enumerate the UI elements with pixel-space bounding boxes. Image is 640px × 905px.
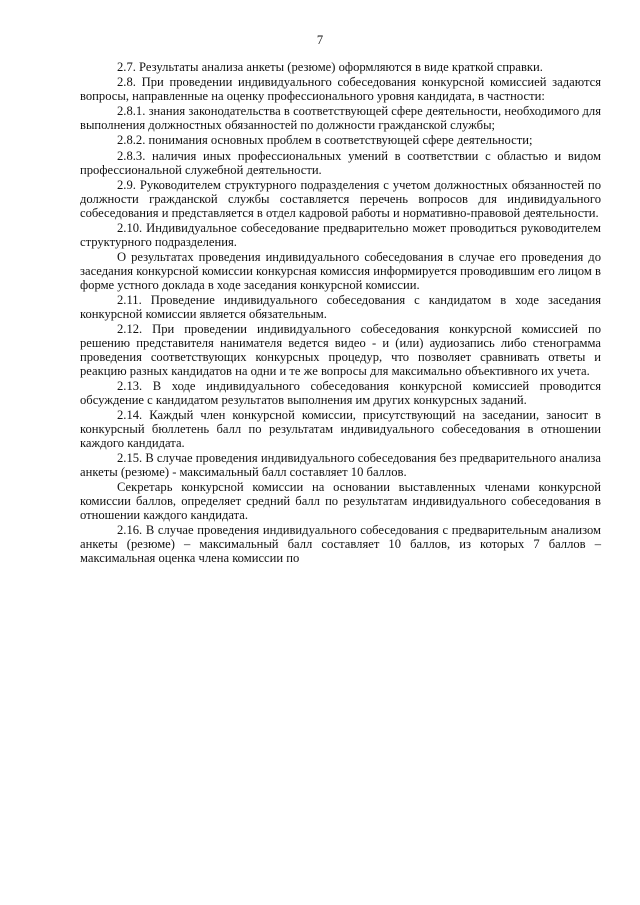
paragraph-2-8: 2.8. При проведении индивидуального собеседования конкурсной комиссией задаются вопросы, направленные на оценку профессионального уровня кандидата, в частности: bbox=[80, 75, 601, 104]
paragraph-2-10-results: О результатах проведения индивидуального собеседования в случае его проведения до заседания конкурсной комиссии конкурсная комиссия информируется проводившим его лицом в форме устного доклада в ходе заседания конкурсной комиссии. bbox=[80, 249, 601, 292]
paragraph-2-10: 2.10. Индивидуальное собеседование предварительно может проводиться руководителем структурного подразделения. bbox=[80, 220, 601, 249]
paragraph-2-16: 2.16. В случае проведения индивидуального собеседования с предварительным анализом анкеты (резюме) – максимальный балл составляет 10 баллов, из которых 7 баллов – максимальная оценка члена комиссии по bbox=[80, 523, 601, 565]
paragraph-2-11: 2.11. Проведение индивидуального собеседования с кандидатом в ходе заседания конкурсной комиссии является обязательным. bbox=[80, 292, 601, 321]
paragraph-2-14: 2.14. Каждый член конкурсной комиссии, присутствующий на заседании, заносит в конкурсный бюллетень балл по результатам индивидуального собеседования в отношении каждого кандидата. bbox=[80, 408, 601, 450]
paragraph-2-9: 2.9. Руководителем структурного подразделения с учетом должностных обязанностей по должности гражданской службы составляется перечень вопросов для индивидуального собеседования и представляется в отдел кадровой работы и нормативно-правовой деятельности. bbox=[80, 177, 601, 220]
paragraph-2-8-2: 2.8.2. понимания основных проблем в соответствующей сфере деятельности; bbox=[117, 133, 533, 148]
paragraph-2-8-1: 2.8.1. знания законодательства в соответствующей сфере деятельности, необходимого для выполнения должностных обязанностей по должности гражданской службы; bbox=[80, 104, 601, 133]
paragraph-2-15-secretary: Секретарь конкурсной комиссии на основании выставленных членами конкурсной комиссии баллов, определяет средний балл по результатам индивидуального собеседования в отношении каждого кандидата. bbox=[80, 480, 601, 522]
document-body bbox=[80, 61, 601, 567]
paragraph-2-12: 2.12. При проведении индивидуального собеседования конкурсной комиссией по решению представителя нанимателя ведется видео - и (или) аудиозапись либо стенограмма проведения соответствующих конкурсных процедур, что позволяет сравнивать ответы и реакцию разных кандидатов на одни и те же вопросы для максимально объективного их учета. bbox=[80, 321, 601, 378]
paragraph-2-15: 2.15. В случае проведения индивидуального собеседования без предварительного анализа анкеты (резюме) - максимальный балл составляет 10 баллов. bbox=[80, 451, 601, 479]
paragraph-2-7: 2.7. Результаты анализа анкеты (резюме) оформляются в виде краткой справки. bbox=[117, 60, 543, 74]
page-number: 7 bbox=[316, 33, 324, 47]
paragraph-2-13: 2.13. В ходе индивидуального собеседования конкурсной комиссией проводится обсуждение с кандидатом результатов выполнения им других конкурсных заданий. bbox=[80, 378, 601, 407]
paragraph-2-8-3: 2.8.3. наличия иных профессиональных умений в соответствии с областью и видом профессиональной служебной деятельности. bbox=[80, 148, 601, 177]
